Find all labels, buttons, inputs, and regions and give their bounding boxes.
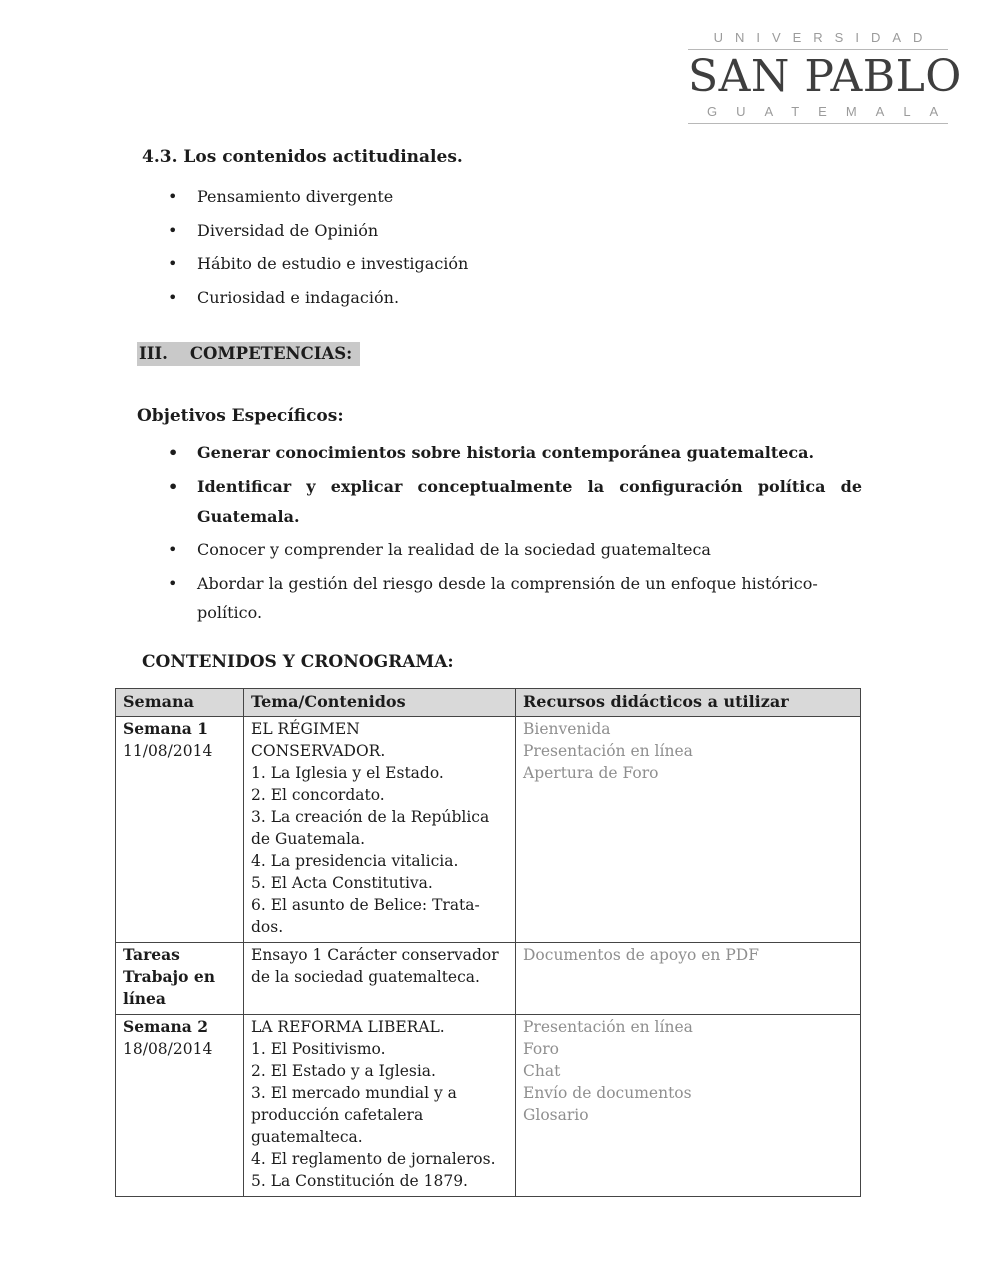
section-4-3-heading: 4.3. Los contenidos actitudinales. bbox=[142, 147, 463, 167]
col-header-recursos: Recursos didácticos a utilizar bbox=[516, 688, 861, 716]
objetivos-list-bold bbox=[137, 438, 862, 531]
week-date: 11/08/2014 bbox=[123, 741, 213, 760]
week-title: Tareas Trabajo en línea bbox=[123, 944, 215, 1008]
col-header-semana: Semana bbox=[116, 688, 244, 716]
objetivos-heading: Objetivos Específicos: bbox=[137, 406, 344, 427]
col-header-tema: Tema/Contenidos bbox=[244, 688, 516, 716]
list-item: • Diversidad de Opinión bbox=[137, 216, 862, 246]
logo-universidad-text: UNIVERSIDAD bbox=[688, 30, 948, 50]
list-item: • Hábito de estudio e investigación bbox=[137, 249, 862, 279]
table-row-tareas bbox=[116, 942, 861, 1014]
week-title: Semana 2 bbox=[123, 1016, 208, 1036]
cell-tema-tareas: Ensayo 1 Carácter conservador de la sociedad guatemalteca. bbox=[244, 942, 516, 1014]
cell-recursos-week-1: Bienvenida Presentación en línea Apertura de Foro bbox=[516, 716, 861, 942]
university-logo bbox=[688, 30, 962, 124]
cell-week-1 bbox=[116, 716, 244, 942]
list-item: • Pensamiento divergente bbox=[137, 182, 862, 212]
list-item: • Curiosidad e indagación. bbox=[137, 283, 862, 313]
logo-san-pablo-text: SAN PABLO bbox=[688, 51, 962, 102]
list-item: • Generar conocimientos sobre historia contemporánea guatemalteca. bbox=[137, 438, 862, 468]
cell-week-2 bbox=[116, 1014, 244, 1196]
table-row-semana-2 bbox=[116, 1014, 861, 1196]
objetivos-list-normal bbox=[137, 535, 862, 628]
list-item: • Abordar la gestión del riesgo desde la comprensión de un enfoque histórico-político. bbox=[137, 569, 862, 628]
list-item: • Identificar y explicar conceptualmente la configuración política de Guatemala. bbox=[137, 472, 862, 531]
list-item: • Conocer y comprender la realidad de la sociedad guatemalteca bbox=[137, 535, 862, 565]
competencias-numeral: III. bbox=[139, 344, 168, 364]
document-body bbox=[123, 147, 862, 1197]
table-header-row bbox=[116, 688, 861, 716]
logo-guatemala-text: GUATEMALA bbox=[688, 104, 948, 124]
cell-recursos-week-2: Presentación en línea Foro Chat Envío de documentos Glosario bbox=[516, 1014, 861, 1196]
competencias-heading bbox=[137, 342, 360, 366]
cronograma-table bbox=[115, 688, 861, 1197]
actitudinales-list bbox=[137, 182, 862, 312]
cell-tema-week-1: EL RÉGIMEN CONSERVADOR. 1. La Iglesia y el Estado. 2. El concordato. 3. La creación de la República de Guatemala. 4. La presidencia vitalicia. 5. El Acta Constitutiva. 6. El asunto de Belice: Trata- dos. bbox=[244, 716, 516, 942]
week-date: 18/08/2014 bbox=[123, 1039, 213, 1058]
table-row-semana-1 bbox=[116, 716, 861, 942]
competencias-label: COMPETENCIAS: bbox=[189, 344, 353, 364]
week-title: Semana 1 bbox=[123, 718, 208, 738]
cell-tema-week-2: LA REFORMA LIBERAL. 1. El Positivismo. 2. El Estado y a Iglesia. 3. El mercado mundial y a producción cafetalera guatemalteca. 4. El reglamento de jornaleros. 5. La Constitución de 1879. bbox=[244, 1014, 516, 1196]
cronograma-heading: CONTENIDOS Y CRONOGRAMA: bbox=[142, 651, 454, 672]
cell-recursos-tareas: Documentos de apoyo en PDF bbox=[516, 942, 861, 1014]
cell-week-tareas bbox=[116, 942, 244, 1014]
